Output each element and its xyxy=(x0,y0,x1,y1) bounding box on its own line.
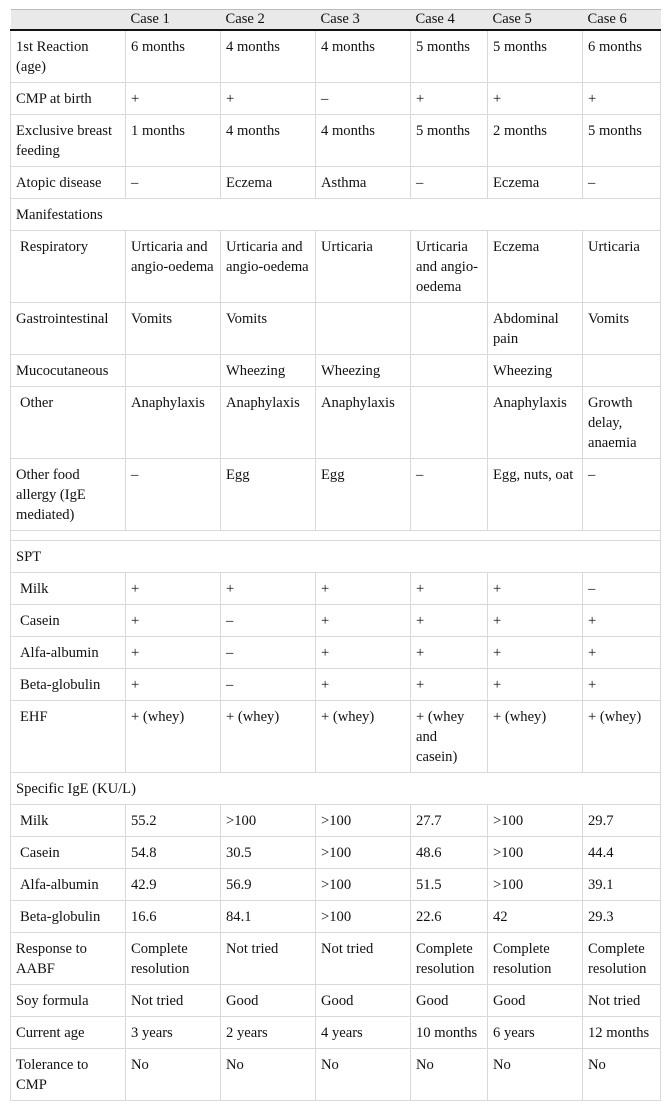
table-cell: + xyxy=(411,83,488,115)
row-label: 1st Reaction (age) xyxy=(11,30,126,83)
table-cell: 44.4 xyxy=(583,837,661,869)
table-cell: >100 xyxy=(316,805,411,837)
table-cell: 2 months xyxy=(488,115,583,167)
row-label: Atopic disease xyxy=(11,167,126,199)
column-header: Case 5 xyxy=(492,11,532,27)
table-row xyxy=(11,1049,661,1101)
table-cell: >100 xyxy=(316,837,411,869)
table-cell: + xyxy=(583,637,661,669)
table-cell: >100 xyxy=(316,869,411,901)
table-row xyxy=(11,115,661,167)
table-cell: + xyxy=(488,669,583,701)
column-header: Case 1 xyxy=(130,11,170,27)
row-label: Other xyxy=(11,387,126,459)
table-cell xyxy=(316,303,411,355)
table-cell: Anaphylaxis xyxy=(488,387,583,459)
table-cell: 6 months xyxy=(126,30,221,83)
table-cell: 4 months xyxy=(221,30,316,83)
header-row xyxy=(11,10,661,31)
table-cell: 84.1 xyxy=(221,901,316,933)
table-cell: Urticaria xyxy=(583,231,661,303)
column-header: Case 2 xyxy=(225,11,265,27)
table-row xyxy=(11,669,661,701)
table-cell: Vomits xyxy=(583,303,661,355)
table-cell xyxy=(583,355,661,387)
table-cell: Wheezing xyxy=(316,355,411,387)
table-cell: Not tried xyxy=(126,985,221,1017)
table-cell: 30.5 xyxy=(221,837,316,869)
table-cell: 2 years xyxy=(221,1017,316,1049)
table-cell: – xyxy=(316,83,411,115)
table-cell: 4 months xyxy=(316,115,411,167)
table-cell: 27.7 xyxy=(411,805,488,837)
row-label: Current age xyxy=(11,1017,126,1049)
table-row xyxy=(11,869,661,901)
table-cell: 42 xyxy=(488,901,583,933)
row-label: Soy formula xyxy=(11,985,126,1017)
table-cell: + xyxy=(221,573,316,605)
table-cell: 51.5 xyxy=(411,869,488,901)
table-cell xyxy=(126,355,221,387)
table-cell: Good xyxy=(488,985,583,1017)
table-cell: + xyxy=(411,637,488,669)
table-cell: Asthma xyxy=(316,167,411,199)
table-cell: No xyxy=(316,1049,411,1101)
table-row xyxy=(11,573,661,605)
table-cell: 5 months xyxy=(583,115,661,167)
table-cell: + xyxy=(411,573,488,605)
table-cell: 29.7 xyxy=(583,805,661,837)
table-row xyxy=(11,303,661,355)
table-cell: + (whey) xyxy=(583,701,661,773)
table-cell: + xyxy=(583,605,661,637)
table-cell: Complete resolution xyxy=(126,933,221,985)
table-row xyxy=(11,637,661,669)
table-cell: – xyxy=(221,637,316,669)
row-label: Mucocutaneous xyxy=(11,355,126,387)
table-cell: Not tried xyxy=(221,933,316,985)
table-cell: Abdominal pain xyxy=(488,303,583,355)
table-cell: No xyxy=(488,1049,583,1101)
row-label: Respiratory xyxy=(11,231,126,303)
table-row xyxy=(11,231,661,303)
table-cell: 6 months xyxy=(583,30,661,83)
table-cell: – xyxy=(126,167,221,199)
table-cell: Good xyxy=(221,985,316,1017)
row-label: Other food allergy (IgE mediated) xyxy=(11,459,126,531)
table-cell: + xyxy=(316,637,411,669)
table-cell: Not tried xyxy=(583,985,661,1017)
column-header: Case 4 xyxy=(415,11,455,27)
row-label: Beta-globulin xyxy=(11,669,126,701)
row-label: Casein xyxy=(11,837,126,869)
row-label: CMP at birth xyxy=(11,83,126,115)
table-cell: 54.8 xyxy=(126,837,221,869)
table-cell: + (whey) xyxy=(126,701,221,773)
table-cell: 12 months xyxy=(583,1017,661,1049)
table-cell: Complete resolution xyxy=(411,933,488,985)
table-cell: 55.2 xyxy=(126,805,221,837)
row-label: Alfa-albumin xyxy=(11,637,126,669)
table-cell: Complete resolution xyxy=(488,933,583,985)
table-cell: 4 months xyxy=(221,115,316,167)
table-cell: Vomits xyxy=(126,303,221,355)
table-cell: 22.6 xyxy=(411,901,488,933)
spacer-row xyxy=(11,531,661,541)
row-label: Milk xyxy=(11,805,126,837)
table-cell: + (whey) xyxy=(316,701,411,773)
table-cell: No xyxy=(583,1049,661,1101)
table-cell xyxy=(411,355,488,387)
table-cell: + xyxy=(316,605,411,637)
table-row xyxy=(11,387,661,459)
table-row xyxy=(11,459,661,531)
table-row xyxy=(11,605,661,637)
table-cell: + (whey) xyxy=(221,701,316,773)
table-cell: + xyxy=(316,573,411,605)
table-cell: Anaphylaxis xyxy=(126,387,221,459)
table-cell: + xyxy=(488,573,583,605)
table-cell: >100 xyxy=(488,837,583,869)
table-cell: – xyxy=(126,459,221,531)
table-row xyxy=(11,837,661,869)
table-cell: + xyxy=(411,605,488,637)
row-label: Exclusive breast feeding xyxy=(11,115,126,167)
row-label: Response to AABF xyxy=(11,933,126,985)
table-cell: + xyxy=(411,669,488,701)
table-row xyxy=(11,701,661,773)
table-row xyxy=(11,901,661,933)
table-cell: + xyxy=(126,573,221,605)
table-cell: Eczema xyxy=(488,167,583,199)
table-cell: Egg, nuts, oat xyxy=(488,459,583,531)
row-label: Tolerance to CMP xyxy=(11,1049,126,1101)
table-cell: 16.6 xyxy=(126,901,221,933)
table-cell: + (whey) xyxy=(488,701,583,773)
table-cell: – xyxy=(411,167,488,199)
table-cell: Egg xyxy=(221,459,316,531)
table-cell: 6 years xyxy=(488,1017,583,1049)
column-header: Case 6 xyxy=(587,11,627,27)
table-cell: >100 xyxy=(488,805,583,837)
table-cell: >100 xyxy=(221,805,316,837)
table-cell: 10 months xyxy=(411,1017,488,1049)
table-cell: – xyxy=(583,167,661,199)
section-heading: Specific IgE (KU/L) xyxy=(11,773,661,805)
table-row xyxy=(11,167,661,199)
clinical-data-table xyxy=(10,9,661,1101)
row-label: EHF xyxy=(11,701,126,773)
row-label: Gastrointestinal xyxy=(11,303,126,355)
table-cell: >100 xyxy=(488,869,583,901)
row-label: Alfa-albumin xyxy=(11,869,126,901)
table-cell: Good xyxy=(316,985,411,1017)
table-cell: – xyxy=(583,459,661,531)
section-heading: SPT xyxy=(11,541,661,573)
table-cell: + (whey and casein) xyxy=(411,701,488,773)
table-cell: + xyxy=(126,669,221,701)
table-cell: Urticaria and angio-oedema xyxy=(411,231,488,303)
table-cell: 4 months xyxy=(316,30,411,83)
table-cell: – xyxy=(411,459,488,531)
table-cell: 4 years xyxy=(316,1017,411,1049)
table-cell xyxy=(411,303,488,355)
table-cell: Urticaria and angio-oedema xyxy=(221,231,316,303)
table-cell: Complete resolution xyxy=(583,933,661,985)
table-cell: 1 months xyxy=(126,115,221,167)
table-cell: + xyxy=(126,637,221,669)
section-heading: Manifestations xyxy=(11,199,661,231)
row-label: Beta-globulin xyxy=(11,901,126,933)
table-cell: 5 months xyxy=(411,30,488,83)
table-cell: 5 months xyxy=(411,115,488,167)
table-cell: 39.1 xyxy=(583,869,661,901)
table-cell: Wheezing xyxy=(221,355,316,387)
table-cell: Urticaria xyxy=(316,231,411,303)
table-cell: 56.9 xyxy=(221,869,316,901)
table-cell: Growth delay, anaemia xyxy=(583,387,661,459)
table-cell: 29.3 xyxy=(583,901,661,933)
row-label: Casein xyxy=(11,605,126,637)
table-cell: Vomits xyxy=(221,303,316,355)
table-cell: + xyxy=(583,83,661,115)
table-cell: No xyxy=(126,1049,221,1101)
table-cell: >100 xyxy=(316,901,411,933)
table-body xyxy=(11,30,661,1101)
column-header: Case 3 xyxy=(320,11,360,27)
table-cell: Egg xyxy=(316,459,411,531)
section-row xyxy=(11,773,661,805)
table-cell: + xyxy=(488,605,583,637)
table-cell: 5 months xyxy=(488,30,583,83)
row-label: Milk xyxy=(11,573,126,605)
table-row xyxy=(11,83,661,115)
table-row xyxy=(11,1017,661,1049)
table-cell: + xyxy=(488,637,583,669)
section-row xyxy=(11,199,661,231)
table-row xyxy=(11,805,661,837)
table-cell: No xyxy=(221,1049,316,1101)
table-cell: + xyxy=(316,669,411,701)
table-cell: Anaphylaxis xyxy=(316,387,411,459)
table-cell: + xyxy=(126,83,221,115)
header-corner-cell xyxy=(11,10,126,31)
table-cell: + xyxy=(488,83,583,115)
table-cell: Eczema xyxy=(488,231,583,303)
table-cell: + xyxy=(583,669,661,701)
table-cell: Eczema xyxy=(221,167,316,199)
section-row xyxy=(11,541,661,573)
table-cell: + xyxy=(221,83,316,115)
table-cell: Good xyxy=(411,985,488,1017)
table-cell: Not tried xyxy=(316,933,411,985)
table-cell: – xyxy=(221,605,316,637)
table-row xyxy=(11,985,661,1017)
table-cell: 48.6 xyxy=(411,837,488,869)
table-cell: 42.9 xyxy=(126,869,221,901)
table-row xyxy=(11,30,661,83)
table-cell: + xyxy=(126,605,221,637)
table-row xyxy=(11,933,661,985)
table-header xyxy=(11,10,661,31)
table-cell: Anaphylaxis xyxy=(221,387,316,459)
table-row xyxy=(11,355,661,387)
table-cell: Urticaria and angio-oedema xyxy=(126,231,221,303)
spacer-cell xyxy=(11,531,661,541)
table-cell: No xyxy=(411,1049,488,1101)
table-cell: – xyxy=(221,669,316,701)
table-cell xyxy=(411,387,488,459)
table-cell: – xyxy=(583,573,661,605)
table-cell: Wheezing xyxy=(488,355,583,387)
table-cell: 3 years xyxy=(126,1017,221,1049)
